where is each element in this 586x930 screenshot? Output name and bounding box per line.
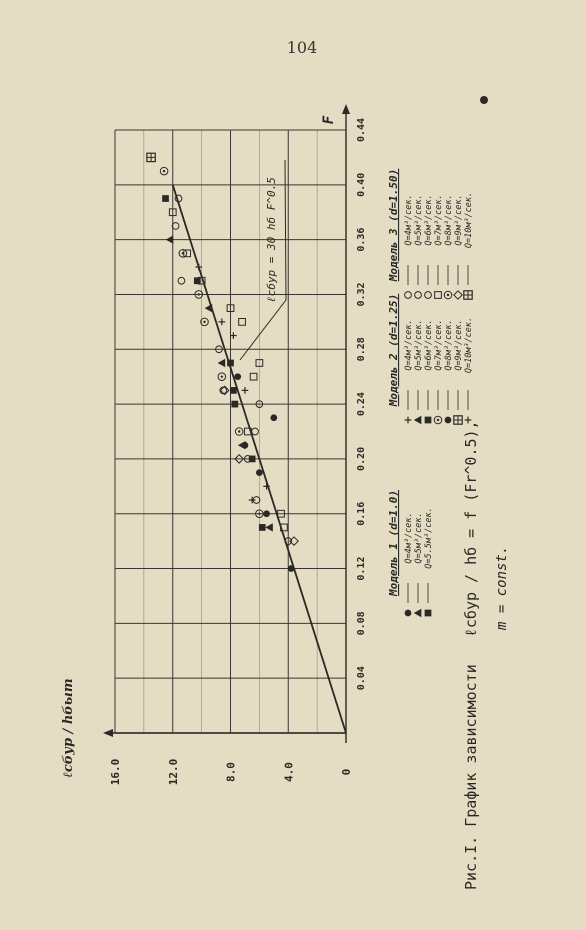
marker-filled-circle	[405, 610, 412, 617]
fit-annotation: ℓсбур = 30 hб F^0.5	[265, 177, 278, 303]
annotation-leader	[240, 160, 286, 360]
legend-entry-model3: Q=7м³/сек.	[434, 194, 444, 246]
marker-filled-triangle	[265, 523, 273, 531]
x-tick-label: 0.44	[356, 117, 367, 143]
y-tick-label: 8.0	[224, 762, 238, 782]
legend-entry-model3: Q=5м³/сек.	[414, 194, 424, 246]
marker-filled-circle	[288, 565, 295, 572]
legend-entry-model3: Q=10м³/сек.	[464, 191, 474, 249]
legend-title-model2: Модель 2 (d=1.25)	[387, 293, 400, 407]
legend-entry-model1: Q=5.5м³/сек.	[424, 507, 434, 569]
marker-open-square	[250, 373, 257, 380]
legend-entry-model2: Q=10м³/сек.	[464, 316, 474, 374]
legend-entry-model2: Q=9м³/сек.	[454, 319, 464, 371]
x-tick-label: 0.32	[356, 282, 367, 307]
legend-entry-model2: Q=8м³/сек.	[444, 319, 454, 371]
x-axis-arrow	[342, 104, 350, 114]
marker-dotted-circle-center	[198, 293, 200, 295]
marker-open-circle	[425, 292, 432, 299]
marker-filled-circle	[263, 510, 270, 517]
x-tick-label: 0.04	[356, 666, 367, 691]
figure-caption	[430, 370, 520, 930]
y-axis-arrow	[103, 729, 113, 737]
marker-filled-circle	[270, 414, 277, 421]
x-tick-label: 0.24	[356, 392, 367, 417]
y-axis-label: ℓсбур / hбыт	[61, 678, 76, 778]
page-number: 104	[286, 38, 318, 57]
caption-formula: ℓсбур / hб = f (Fr^0.5),	[462, 420, 480, 638]
marker-filled-triangle	[166, 235, 174, 243]
marker-open-circle	[178, 277, 185, 284]
legend-entry-model3: Q=4м³/сек.	[404, 194, 414, 246]
marker-open-square	[239, 319, 246, 326]
marker-dotted-circle-center	[447, 294, 449, 296]
legend-title-model1: Модель 1 (d=1.0)	[387, 490, 400, 596]
x-tick-label: 0.28	[356, 337, 367, 362]
y-tick-label: 12.0	[166, 758, 180, 786]
marker-filled-square	[227, 360, 234, 367]
marker-filled-square	[259, 524, 266, 531]
x-tick-label: 0.08	[356, 611, 367, 636]
marker-dotted-circle-center	[221, 375, 223, 377]
marker-filled-triangle	[218, 359, 226, 367]
legend-entry-model1: Q=5м³/сек.	[414, 512, 424, 564]
x-tick-label: 0.40	[356, 172, 367, 197]
marker-filled-triangle	[238, 441, 246, 449]
marker-filled-square	[231, 401, 238, 408]
marker-dotted-circle-center	[258, 513, 260, 515]
legend-entry-model2: Q=7м³/сек.	[434, 319, 444, 371]
y-tick-label: 4.0	[282, 762, 296, 782]
legend-entry-model2: Q=5м³/сек.	[414, 319, 424, 371]
legend-entry-model3: Q=8м³/сек.	[444, 194, 454, 246]
marker-dotted-circle-center	[163, 170, 165, 172]
marker-open-diamond	[290, 537, 298, 545]
marker-open-diamond	[454, 291, 462, 299]
x-axis-label: F	[321, 115, 337, 125]
marker-open-circle	[415, 292, 422, 299]
x-tick-label: 0.16	[356, 501, 367, 526]
legend-entry-model2: Q=6м³/сек.	[424, 319, 434, 371]
legend-entry-model3: Q=6м³/сек.	[424, 194, 434, 246]
legend-entry-model1: Q=4м³/сек.	[404, 512, 414, 564]
marker-filled-triangle	[414, 609, 422, 617]
marker-filled-square	[230, 387, 237, 394]
caption-text: Рис.I. График зависимости	[462, 664, 480, 890]
caption-condition: m = const.	[494, 545, 510, 630]
marker-open-circle	[172, 223, 179, 230]
x-tick-label: 0.36	[356, 227, 367, 252]
marker-dotted-circle-center	[203, 321, 205, 323]
marker-open-square	[435, 292, 442, 299]
marker-filled-triangle	[414, 416, 422, 424]
x-tick-label: 0.12	[356, 556, 367, 581]
legend-title-model3: Модель 3 (d=1.50)	[387, 168, 400, 282]
legend-entry-model3: Q=9м³/сек.	[454, 194, 464, 246]
legend-entry-model2: Q=4м³/сек.	[404, 319, 414, 371]
marker-open-square	[184, 250, 191, 257]
marker-dotted-circle-center	[238, 430, 240, 432]
marker-dotted-circle-center	[182, 252, 184, 254]
marker-filled-circle	[234, 373, 241, 380]
marker-filled-circle	[256, 469, 263, 476]
marker-filled-square	[162, 195, 169, 202]
x-tick-label: 0.20	[356, 446, 367, 471]
marker-filled-square	[194, 277, 201, 284]
marker-filled-triangle	[205, 304, 213, 312]
marker-open-circle	[405, 292, 412, 299]
marker-open-circle	[252, 428, 259, 435]
y-tick-label: 16.0	[109, 758, 122, 786]
y-tick-label: 0	[340, 768, 353, 776]
